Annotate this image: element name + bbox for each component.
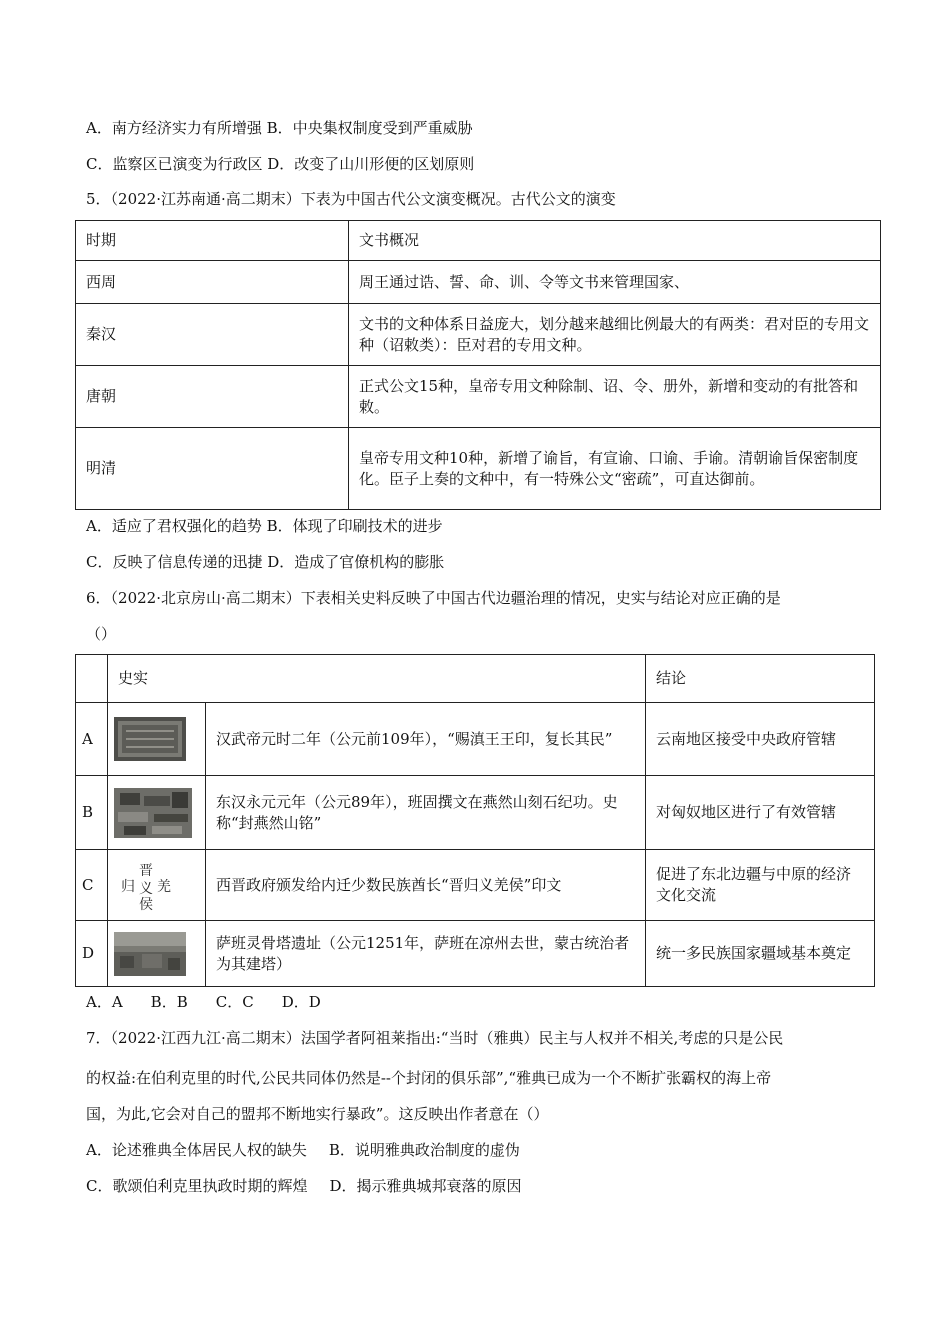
q6-fact: 萨班灵骨塔遗址（公元1251年，萨班在凉州去世，蒙古统治者为其建塔）	[206, 921, 646, 987]
table-row	[76, 850, 875, 921]
q7-line-2: 的权益:在伯利克里的时代,公民共同体仍然是--个封闭的俱乐部”,“雅典已成为一个不断扩张霸权的海上帝	[86, 1069, 772, 1087]
q7-line-1: 7．（2022·江西九江·高二期末）法国学者阿祖莱指出:“当时（雅典）民主与人权并不相关,考虑的只是公民	[86, 1029, 784, 1047]
q6-stem: 6．（2022·北京房山·高二期末）下表相关史料反映了中国古代边疆治理的情况，史实与结论对应正确的是	[86, 589, 781, 607]
q7-options-cd	[86, 1175, 522, 1196]
q6-conclusion: 统一多民族国家疆域基本奠定	[646, 921, 875, 987]
table-row	[76, 304, 881, 366]
q5-stem: 5．（2022·江苏南通·高二期末）下表为中国古代公文演变概况。古代公文的演变	[86, 190, 616, 208]
q6-row-image-cell	[108, 921, 206, 987]
yanran-inscription-image	[114, 788, 199, 838]
seal-glyph: 归	[121, 879, 135, 895]
q5-period: 秦汉	[76, 304, 349, 366]
q7-option-b: B．说明雅典政治制度的虚伪	[328, 1141, 520, 1159]
q6-option-c: C．C	[215, 993, 254, 1011]
q6-row-image-cell	[108, 703, 206, 776]
q6-header-fact: 史实	[108, 655, 646, 703]
q7-options-ab	[86, 1139, 520, 1160]
q6-option-b: B．B	[150, 993, 188, 1011]
q6-conclusion: 对匈奴地区进行了有效管辖	[646, 776, 875, 850]
q6-fact: 汉武帝元时二年（公元前109年），“赐滇王王印，复长其民”	[206, 703, 646, 776]
table-row	[76, 921, 875, 987]
q5-options-cd: C．反映了信息传递的迅捷 D．造成了官僚机构的膨胀	[86, 553, 445, 571]
q7-line-3: 国，为此,它会对自己的盟邦不断地实行暴政”。这反映出作者意在（）	[86, 1105, 549, 1123]
jin-guiyi-qiang-hou-seal-image	[114, 859, 199, 911]
q6-option-a: A．A	[86, 993, 123, 1011]
table-row	[76, 428, 881, 510]
q6-fact: 西晋政府颁发给内迁少数民族酋长“晋归义羌侯”印文	[206, 850, 646, 921]
q5-desc: 正式公文15种，皇帝专用文种除制、诏、令、册外，新增和变动的有批答和敕。	[349, 366, 881, 428]
table-row	[76, 261, 881, 304]
q6-row-label: A	[76, 703, 108, 776]
q6-row-image-cell	[108, 850, 206, 921]
q5-header-period: 时期	[76, 221, 349, 261]
dian-king-seal-image	[114, 717, 199, 761]
q4-options-ab: A．南方经济实力有所增强 B．中央集权制度受到严重威胁	[86, 119, 473, 137]
q5-options-ab: A．适应了君权强化的趋势 B．体现了印刷技术的进步	[86, 517, 443, 535]
seal-glyph: 义	[139, 881, 153, 897]
q7-option-d: D．揭示雅典城邦衰落的原因	[329, 1177, 522, 1195]
q5-desc: 周王通过诰、誓、命、训、令等文书来管理国家、	[349, 261, 881, 304]
q5-period: 唐朝	[76, 366, 349, 428]
table-row	[76, 776, 875, 850]
q6-table	[75, 654, 875, 987]
q7-option-a: A．论述雅典全体居民人权的缺失	[86, 1141, 307, 1159]
q5-period: 西周	[76, 261, 349, 304]
q5-header-desc: 文书概况	[349, 221, 881, 261]
table-row	[76, 703, 875, 776]
seal-glyph: 侯	[139, 897, 153, 911]
q6-row-label: B	[76, 776, 108, 850]
q6-fact: 东汉永元元年（公元89年），班固撰文在燕然山刻石纪功。史称“封燕然山铭”	[206, 776, 646, 850]
q6-header-conclusion: 结论	[646, 655, 875, 703]
q5-desc: 文书的文种体系日益庞大，划分越来越细比例最大的有两类：君对臣的专用文种（诏敕类）：臣对君的专用文种。	[349, 304, 881, 366]
table-row	[76, 366, 881, 428]
seal-glyph: 晋	[139, 863, 153, 879]
q5-desc: 皇帝专用文种10种，新增了谕旨，有宣谕、口谕、手谕。清朝谕旨保密制度化。臣子上奏的文种中，有一特殊公文“密疏”，可直达御前。	[349, 428, 881, 510]
q6-options	[86, 991, 321, 1012]
q4-options-cd: C．监察区已演变为行政区 D．改变了山川形便的区划原则	[86, 155, 475, 173]
q5-period: 明清	[76, 428, 349, 510]
q6-header-blank	[76, 655, 108, 703]
q6-conclusion: 云南地区接受中央政府管辖	[646, 703, 875, 776]
saban-stupa-site-image	[114, 932, 199, 976]
q6-stem-tail: （）	[86, 625, 117, 643]
q5-table	[75, 220, 881, 510]
q6-row-label: D	[76, 921, 108, 987]
q6-option-d: D．D	[281, 993, 321, 1011]
seal-glyph: 羌	[157, 879, 171, 895]
q7-option-c: C．歌颂伯利克里执政时期的辉煌	[86, 1177, 308, 1195]
q6-row-label: C	[76, 850, 108, 921]
q6-row-image-cell	[108, 776, 206, 850]
q6-conclusion: 促进了东北边疆与中原的经济文化交流	[646, 850, 875, 921]
